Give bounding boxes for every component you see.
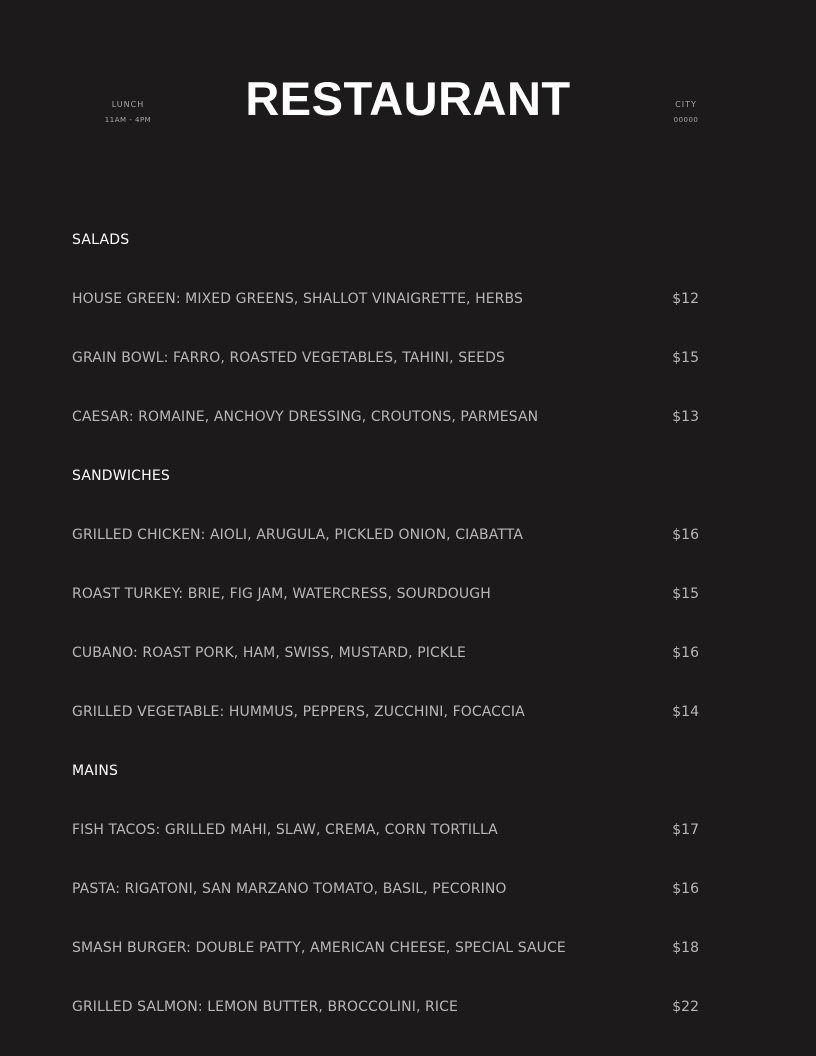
menu-item <box>72 859 704 918</box>
menu-item-description: CUBANO: ROAST PORK, HAM, SWISS, MUSTARD, PICKLE <box>72 644 467 661</box>
menu-item-price: $18 <box>672 939 699 956</box>
section-heading-mains <box>72 741 704 800</box>
menu-item-description: HOUSE GREEN: MIXED GREENS, SHALLOT VINAIGRETTE, HERBS <box>72 290 523 307</box>
menu-item-description: CAESAR: ROMAINE, ANCHOVY DRESSING, CROUTONS, PARMESAN <box>72 408 539 425</box>
menu-item <box>72 918 704 977</box>
section-heading-salads <box>72 210 704 269</box>
menu-item <box>72 328 704 387</box>
menu-item-price: $16 <box>672 644 699 661</box>
menu-item <box>72 682 704 741</box>
menu-item-description: PASTA: RIGATONI, SAN MARZANO TOMATO, BASIL, PECORINO <box>72 880 507 897</box>
menu-item-description: GRILLED CHICKEN: AIOLI, ARUGULA, PICKLED ONION, CIABATTA <box>72 526 523 543</box>
menu-item-description: GRAIN BOWL: FARRO, ROASTED VEGETABLES, TAHINI, SEEDS <box>72 349 505 366</box>
menu-item-price: $15 <box>672 349 699 366</box>
menu-item-description: GRILLED SALMON: LEMON BUTTER, BROCCOLINI, RICE <box>72 998 458 1015</box>
restaurant-title: RESTAURANT <box>245 72 571 125</box>
menu-item-price: $16 <box>672 526 699 543</box>
menu-item-description: SMASH BURGER: DOUBLE PATTY, AMERICAN CHEESE, SPECIAL SAUCE <box>72 939 566 956</box>
service-label: LUNCH <box>111 100 145 109</box>
section-title: SANDWICHES <box>72 467 170 484</box>
section-title: SALADS <box>72 231 130 248</box>
menu-item <box>72 387 704 446</box>
menu-item-price: $15 <box>672 585 699 602</box>
menu-list <box>72 210 704 1015</box>
menu-item <box>72 505 704 564</box>
menu-item <box>72 800 704 859</box>
section-title: MAINS <box>72 762 119 779</box>
menu-item-price: $14 <box>672 703 699 720</box>
section-heading-sandwiches <box>72 446 704 505</box>
menu-item <box>72 977 704 1036</box>
menu-item-description: FISH TACOS: GRILLED MAHI, SLAW, CREMA, CORN TORTILLA <box>72 821 498 838</box>
menu-item <box>72 269 704 328</box>
menu-item-description: ROAST TURKEY: BRIE, FIG JAM, WATERCRESS, SOURDOUGH <box>72 585 491 602</box>
menu-item <box>72 623 704 682</box>
menu-item-price: $17 <box>672 821 699 838</box>
city-label: CITY <box>675 100 697 109</box>
menu-item-price: $13 <box>672 408 699 425</box>
menu-item-price: $16 <box>672 880 699 897</box>
menu-item <box>72 564 704 623</box>
service-time: 11AM - 4PM <box>104 116 152 124</box>
location <box>646 100 726 125</box>
menu-header <box>0 0 816 180</box>
menu-item-price: $22 <box>672 998 699 1015</box>
menu-item-description: GRILLED VEGETABLE: HUMMUS, PEPPERS, ZUCCHINI, FOCACCIA <box>72 703 525 720</box>
menu-item-price: $12 <box>672 290 699 307</box>
zip-code: 00000 <box>673 116 699 124</box>
